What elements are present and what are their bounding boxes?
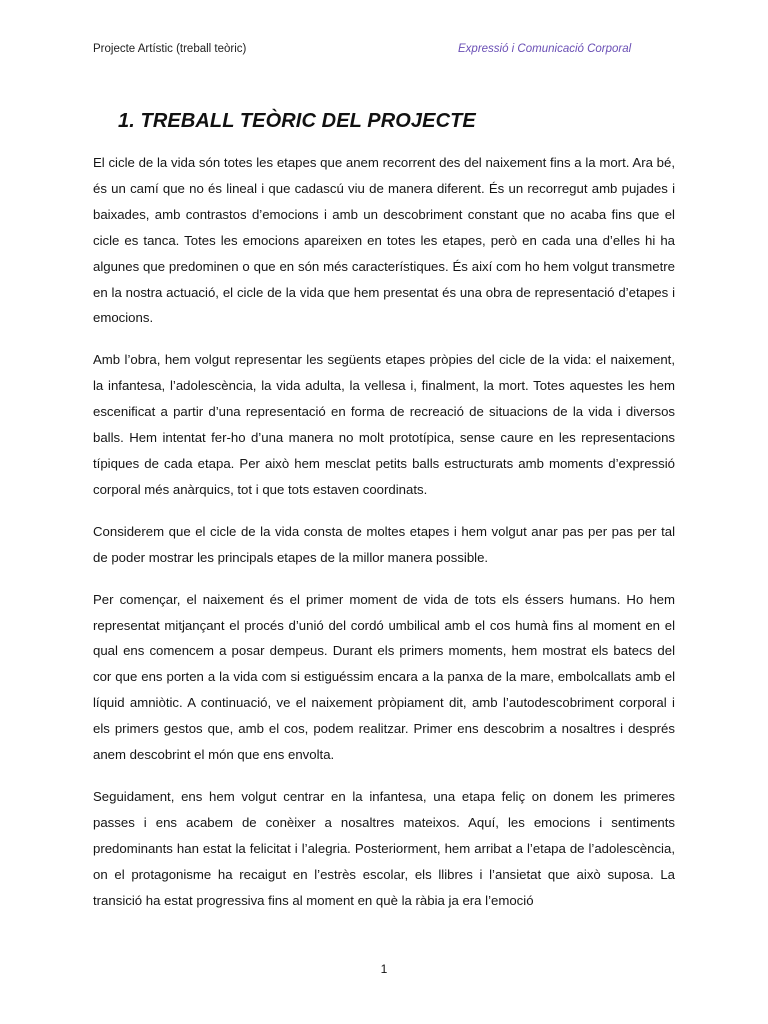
header-project-title: Projecte Artístic (treball teòric) bbox=[93, 43, 247, 55]
paragraph: Seguidament, ens hem volgut centrar en la infantesa, una etapa feliç on donem les primeres passes i ens acabem de conèixer a nosaltres mateixos. Aquí, les emocions i sentiments predominants han estat la felicitat i l’alegria. Posteriorment, hem arribat a l’etapa de l’adolescència, on el protagonisme ha recaigut en l’estrès escolar, els llibres i l’ansietat que això suposa. La transició ha estat progressiva fins al moment en què la ràbia ja era l’emoció bbox=[93, 788, 675, 908]
body-text bbox=[93, 150, 675, 929]
page-header bbox=[93, 43, 676, 61]
paragraph: El cicle de la vida són totes les etapes que anem recorrent des del naixement fins a la mort. Ara bé, és un camí que no és lineal i que cadascú viu de manera diferent. És un recorregut amb pujades i baixades, amb contrastos d’emocions i amb un descobriment constant que no acaba fins que el cicle es tanca. Totes les emocions apareixen en totes les etapes, però en cada una d’elles hi ha algunes que predominen o que en són més característiques. És així com ho hem volgut transmetre en la nostra actuació, el cicle de la vida que hem presentat és una obra de representació d’etapes i emocions. bbox=[93, 155, 675, 326]
header-subject: Expressió i Comunicació Corporal bbox=[458, 43, 632, 55]
paragraph: Amb l’obra, hem volgut representar les següents etapes pròpies del cicle de la vida: el naixement, la infantesa, l’adolescència, la vida adulta, la vellesa i, finalment, la mort. Totes aquestes les hem escenificat a partir d’una representació en forma de recreació de situacions de la vida i diversos balls. Hem intentat fer-ho d’una manera no molt prototípica, sense caure en les representacions típiques de cada etapa. Per això hem mesclat petits balls estructurats amb moments d’expressió corporal més anàrquics, tot i que tots estaven coordinats. bbox=[93, 352, 675, 497]
paragraph: Considerem que el cicle de la vida consta de moltes etapes i hem volgut anar pas per pas per tal de poder mostrar les principals etapes de la millor manera possible. bbox=[93, 523, 675, 565]
paragraph: Per començar, el naixement és el primer moment de vida de tots els éssers humans. Ho hem representat mitjançant el procés d’unió del cordó umbilical amb el cos humà fins al moment en el qual ens comencem a posar dempeus. Durant els primers moments, hem mostrat els batecs del cor que ens porten a la vida com si estiguéssim encara a la panxa de la mare, embolcallats amb el líquid amniòtic. A continuació, ve el naixement pròpiament dit, amb l’autodescobriment corporal i els primers gestos que, amb el cos, podem realitzar. Primer ens descobrim a nosaltres i després anem descobrint el món que ens envolta. bbox=[93, 591, 675, 763]
page-number: 1 bbox=[380, 962, 388, 976]
section-title: 1. TREBALL TEÒRIC DEL PROJECTE bbox=[118, 110, 476, 132]
